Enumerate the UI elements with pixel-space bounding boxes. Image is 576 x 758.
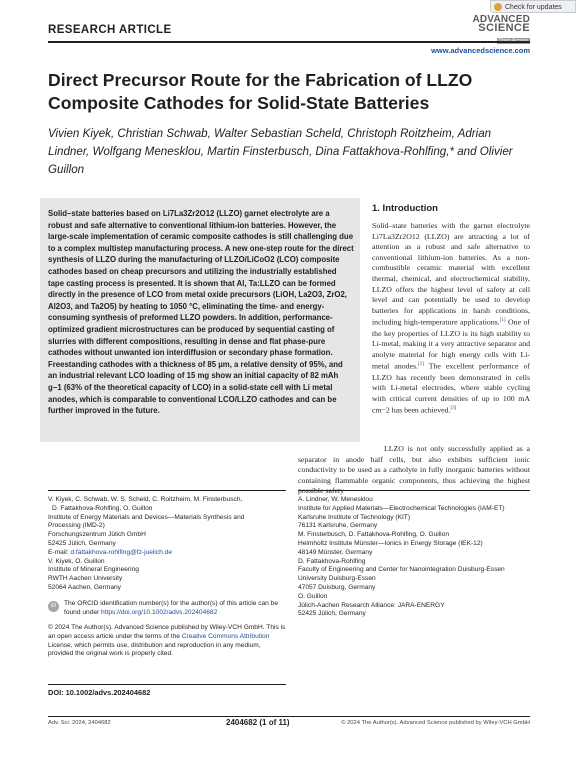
- introduction-paragraph: Solid–state batteries with the garnet electrolyte Li7La3Zr2O12 (LLZO) are attracting a lot of attention as a robust and safe alternative to conventional lithium-ion batteries. As a non-combustible ceramic material with excellent thermal, chemical, and electrochemical stability, LLZO offers the highest level of safety at cell level and can potentially be used to develop batteries for applications in harsh conditions, including high-temperature applications.[1] One of the key properties of LLZO is its high stability to Li-metal, making it a very attractive separator and anolyte material for high energy cells with Li-metal anodes.[2] The excellent performance of LLZO has recently been demonstrated in cells with Li-metal electrodes, where stable cycling with critical current densities of up to 100 mA cm−2 has been achieved.[3]: [372, 221, 530, 415]
- affiliations-left: V. Kiyek, C. Schwab, W. S. Scheld, C. Roitzheim, M. Finsterbusch, D. Fattakhova-Rohlfing, O. Guillon Institute of Energy Materials and Devices—Materials Synthesis and Processing (IMD-2) Forschungszentrum Jülich GmbH 52425 Jülich, Germany E-mail: d.fattakhova-rohlfing@fz-juelich.de V. Kiyek, O. Guillon Institute of Mineral Engineering RWTH Aachen University 52064 Aachen, Germany: [48, 496, 245, 591]
- orcid-note: The ORCID identification number(s) for the author(s) of this article can be found under https://doi.org/10.1002/advs.202404682: [64, 600, 279, 616]
- author-list: Vivien Kiyek, Christian Schwab, Walter Sebastian Scheld, Christoph Roitzheim, Adrian Lindner, Wolfgang Menesklou, Martin Finsterbusch, Dina Fattakhova-Rohlfing,* and Olivier Guillon: [48, 127, 513, 176]
- footer-citation: Adv. Sci. 2024, 2404682: [48, 720, 111, 726]
- reference-link[interactable]: [1]: [499, 318, 506, 324]
- journal-url-link[interactable]: www.advancedscience.com: [431, 46, 530, 55]
- check-for-updates-button[interactable]: [490, 0, 576, 13]
- copyright-note: © 2024 The Author(s). Advanced Science published by Wiley-VCH GmbH. This is an open access article under the terms of the Creative Commons Attribution License, which permits use, distribution and reproduction in any medium, provided the original work is properly cited.: [48, 624, 286, 658]
- header-rule: [48, 41, 530, 43]
- orcid-icon: ID: [48, 601, 59, 612]
- abstract-text: Solid–state batteries based on Li7La3Zr2O12 (LLZO) garnet electrolyte are a robust and safe alternative to conventional lithium-ion batteries. However, the large-scale implementation of ceramic composite cathodes is still challenging due to a complex multistep manufacturing process. A new one-step route for the direct synthesis of LLZO during the manufacturing of LLZO/LiCoO2 (LCO) composite cathodes based on cheap precursors and utilizing the industrially established tape casting process is presented. It is shown that Al, Ta:LLZO can be formed directly in the presence of LCO from metal oxide precursors (LiOH, La2O3, ZrO2, Al2O3, and Ta2O5) by heating to 1050 °C, eliminating the time- and energy-consuming synthesis of preformed LLZO powders. In addition, performance-optimized gradient microstructures can be produced by sequential casting of slurries with different compositions, resulting in dense and flat phase-pure cathodes without unwanted ion interdiffusion or secondary phase formation. Freestanding cathodes with a thickness of 85 µm, a relative density of 95%, and an industrial relevant LCO loading of 15 mg show an initial capacity of 82 mAh g−1 (63% of the theoretical capacity of LCO) in a solid-state cell with Li metal anodes, which is comparable to conventional LCO/LLZO cathodes and can be further improved in the future.: [48, 209, 354, 416]
- orcid-doi-link[interactable]: https://doi.org/10.1002/advs.202404682: [101, 608, 218, 616]
- affiliation-divider: [48, 490, 286, 491]
- introduction-paragraph-continued: LLZO is not only successfully applied as a separator in anode half cells, but also exhibits sufficient ionic conductivity to be used as a catholyte in fully inorganic batteries without containing flammable organic components, thus achieving the highest possible safety: [298, 444, 530, 496]
- doi-divider: [48, 684, 286, 685]
- introduction-heading: 1. Introduction: [372, 203, 438, 214]
- article-doi: DOI: 10.1002/advs.202404682: [48, 688, 151, 697]
- affiliation-divider: [298, 490, 530, 491]
- creative-commons-link[interactable]: Creative Commons Attribution: [181, 632, 270, 640]
- update-icon: [494, 3, 502, 11]
- journal-logo: ADVANCED SCIENCE: [456, 15, 530, 44]
- affiliations-right: A. Lindner, W. Menesklou Institute for Applied Materials—Electrochemical Technologies (IAM-ET) Karlsruhe Institute of Technology (KIT) 76131 Karlsruhe, Germany M. Finsterbusch, D. Fattakhova-Rohlfing, O. Guillon Helmholtz Institute Münster—Ionics in Energy Storage (IEK-12) 48149 Münster, Germany D. Fattakhova-Rohlfing Faculty of Engineering and Center for Nanointegration Duisburg-Essen University Duisburg-Essen 47057 Duisburg, Germany O. Guillon Jülich-Aachen Research Alliance: JARA-ENERGY 52425 Jülich, Germany: [298, 496, 505, 618]
- page-number: 2404682 (1 of 11): [226, 718, 290, 727]
- footer-rule: [48, 716, 530, 717]
- article-title: Direct Precursor Route for the Fabrication of LLZO Composite Cathodes for Solid-State Batteries: [48, 70, 473, 113]
- check-for-updates-label: Check for updates: [505, 4, 562, 11]
- author-email-link[interactable]: d.fattakhova-rohlfing@fz-juelich.de: [70, 548, 172, 556]
- footer-copyright: © 2024 The Author(s). Advanced Science published by Wiley-VCH GmbH: [341, 720, 530, 726]
- reference-link[interactable]: [2]: [417, 362, 424, 368]
- reference-link[interactable]: [3]: [450, 406, 457, 412]
- section-label: RESEARCH ARTICLE: [48, 24, 172, 36]
